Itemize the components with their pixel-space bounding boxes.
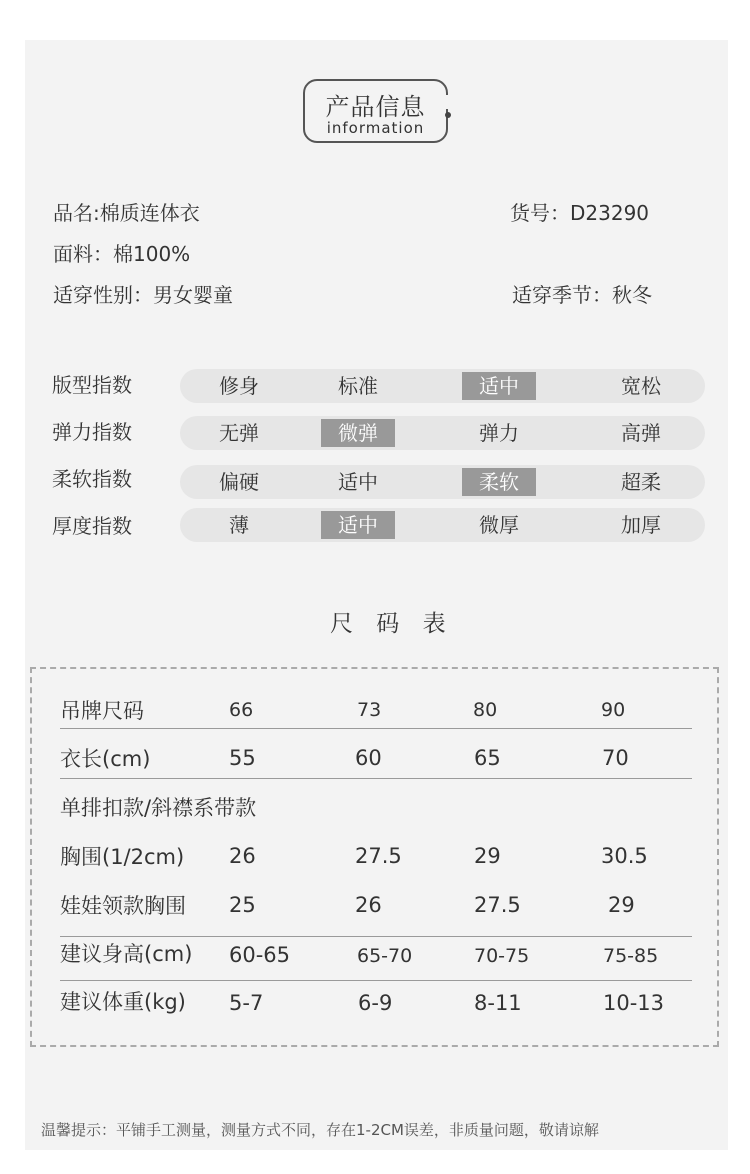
product-gender: 适穿性别：男女婴童 [53, 283, 233, 307]
index-option: 高弹 [621, 421, 661, 445]
table-cell: 75-85 [603, 945, 659, 967]
table-cell: 66 [229, 699, 254, 721]
table-cell: 25 [229, 893, 256, 917]
table-cell: 90 [601, 699, 626, 721]
row-label-weight: 建议体重(kg) [60, 990, 186, 1014]
index-option: 适中 [338, 470, 378, 494]
table-cell: 27.5 [355, 844, 402, 868]
row-label-height: 建议身高(cm) [60, 942, 193, 966]
table-cell: 60-65 [229, 943, 291, 967]
table-divider [60, 778, 692, 779]
index-option: 微厚 [479, 513, 519, 537]
table-cell: 10-13 [603, 991, 665, 1015]
row-label-collar-chest: 娃娃领款胸围 [60, 894, 186, 918]
index-option: 无弹 [219, 421, 259, 445]
index-option: 弹力 [479, 421, 519, 445]
badge-subtitle: information [326, 119, 425, 137]
table-divider [60, 980, 692, 981]
table-cell: 6-9 [358, 991, 393, 1015]
table-divider [60, 936, 692, 937]
table-cell: 29 [608, 893, 635, 917]
index-option: 加厚 [621, 513, 661, 537]
index-option: 修身 [219, 374, 259, 398]
table-cell: 29 [474, 844, 501, 868]
index-label-softness: 柔软指数 [52, 467, 132, 491]
row-label-tag-size: 吊牌尺码 [60, 699, 144, 723]
index-option: 薄 [229, 513, 249, 537]
table-cell: 60 [355, 746, 382, 770]
index-pill-thickness [180, 508, 705, 542]
product-fabric: 面料：棉100% [53, 242, 191, 266]
row-label-style: 单排扣款/斜襟系带款 [60, 796, 257, 820]
product-name: 品名:棉质连体衣 [53, 201, 200, 225]
index-label-stretch: 弹力指数 [52, 420, 132, 444]
row-label-chest: 胸围(1/2cm) [60, 845, 185, 869]
table-cell: 65 [474, 746, 501, 770]
table-cell: 27.5 [474, 893, 521, 917]
index-pill-stretch [180, 416, 705, 450]
index-label-thickness: 厚度指数 [52, 514, 132, 538]
footer-note: 温馨提示：平铺手工测量，测量方式不同，存在1-2CM误差，非质量问题，敬请谅解 [41, 1121, 599, 1139]
row-label-length: 衣长(cm) [60, 747, 151, 771]
index-option-selected: 适中 [321, 511, 395, 539]
table-divider [60, 728, 692, 729]
table-cell: 55 [229, 746, 256, 770]
table-cell: 26 [355, 893, 382, 917]
index-option-selected: 微弹 [321, 419, 395, 447]
index-option: 偏硬 [219, 470, 259, 494]
table-cell: 8-11 [474, 991, 522, 1015]
table-cell: 5-7 [229, 991, 264, 1015]
index-option-selected: 适中 [462, 372, 536, 400]
table-cell: 73 [357, 699, 382, 721]
table-cell: 70 [602, 746, 629, 770]
size-table-title: 尺 码 表 [330, 611, 454, 637]
table-cell: 65-70 [357, 945, 413, 967]
index-option: 超柔 [621, 470, 661, 494]
index-pill-softness [180, 465, 705, 499]
table-cell: 80 [473, 699, 498, 721]
badge-title: 产品信息 [325, 93, 426, 121]
product-code: 货号：D23290 [510, 201, 650, 225]
table-cell: 70-75 [474, 945, 530, 967]
product-season: 适穿季节：秋冬 [512, 283, 652, 307]
table-cell: 26 [229, 844, 256, 868]
index-option: 标准 [338, 374, 378, 398]
index-option-selected: 柔软 [462, 468, 536, 496]
index-label-fit: 版型指数 [52, 373, 132, 397]
index-option: 宽松 [621, 374, 661, 398]
section-badge [303, 79, 448, 143]
table-cell: 30.5 [601, 844, 648, 868]
index-pill-fit [180, 369, 705, 403]
